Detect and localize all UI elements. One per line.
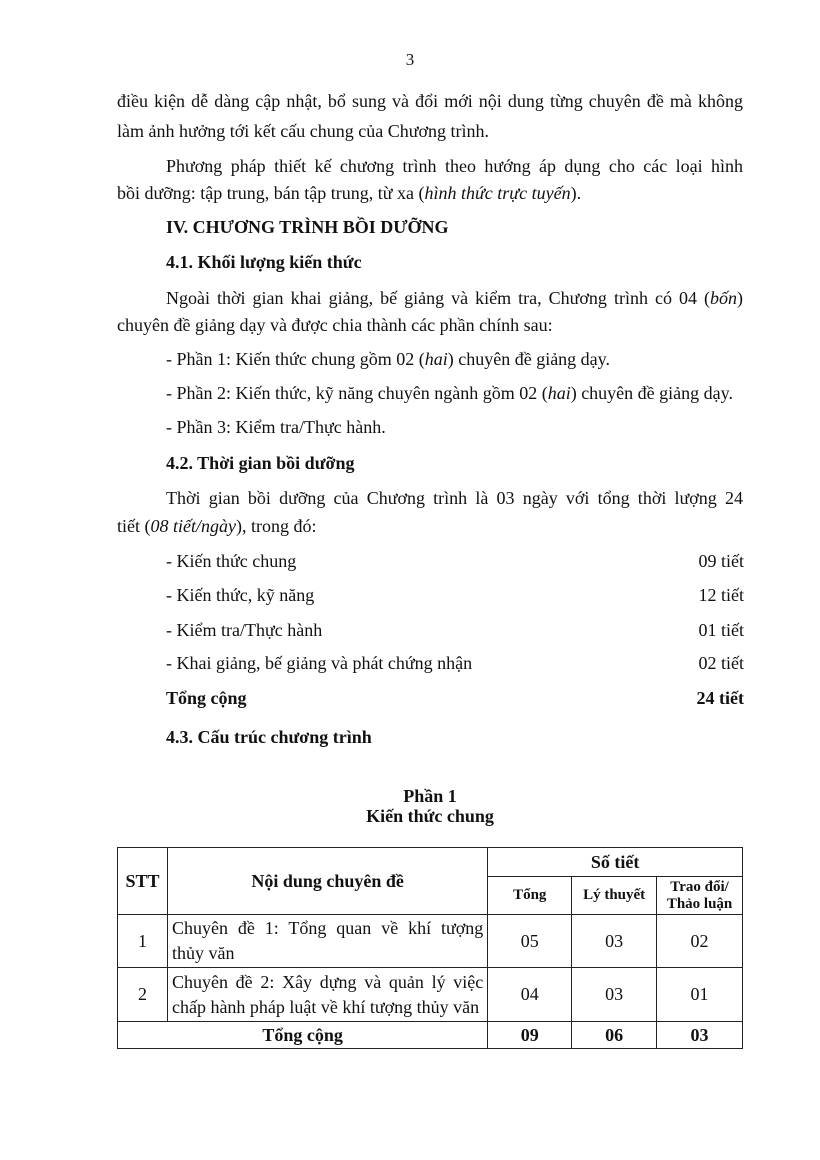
part-title: Phần 1: [403, 786, 457, 806]
header-tong: Tổng: [488, 877, 572, 915]
table-header-row: [118, 848, 743, 877]
table-total-row: [118, 1022, 743, 1049]
table-row: [118, 915, 743, 968]
total-trao-doi: 03: [657, 1022, 743, 1049]
row-stt: 2: [118, 968, 168, 1022]
time-row-value: 02 tiết: [698, 653, 744, 673]
time-row-value: 12 tiết: [698, 585, 744, 605]
section-heading: IV. CHƯƠNG TRÌNH BỒI DƯỠNG: [166, 217, 449, 237]
list-item: - Phần 3: Kiểm tra/Thực hành.: [166, 417, 386, 437]
list-item: - Phần 2: Kiến thức, kỹ năng chuyên ngành gồm 02 (hai) chuyên đề giảng dạy.: [166, 383, 733, 403]
header-stt: STT: [118, 848, 168, 915]
row-ly-thuyet: 03: [572, 915, 657, 968]
header-trao-doi: Trao đổi/ Thảo luận: [657, 877, 743, 915]
paragraph-line: tiết (08 tiết/ngày), trong đó:: [117, 516, 317, 536]
time-row-label: - Kiến thức, kỹ năng: [166, 585, 315, 605]
header-so-tiet: Số tiết: [488, 848, 743, 877]
time-row-value: 01 tiết: [698, 620, 744, 640]
paragraph-line: Thời gian bồi dưỡng của Chương trình là 03 ngày với tổng thời lượng 24: [166, 488, 743, 508]
total-tong: 09: [488, 1022, 572, 1049]
row-tong: 04: [488, 968, 572, 1022]
part-subtitle: Kiến thức chung: [366, 806, 494, 826]
header-ly-thuyet: Lý thuyết: [572, 877, 657, 915]
time-row-label: - Kiểm tra/Thực hành: [166, 620, 323, 640]
row-trao-doi: 01: [657, 968, 743, 1022]
paragraph-line: chuyên đề giảng dạy và được chia thành các phần chính sau:: [117, 315, 553, 335]
row-tong: 05: [488, 915, 572, 968]
subsection-heading: 4.3. Cấu trúc chương trình: [166, 727, 372, 747]
list-item: - Phần 1: Kiến thức chung gồm 02 (hai) chuyên đề giảng dạy.: [166, 349, 611, 369]
subsection-heading: 4.1. Khối lượng kiến thức: [166, 252, 362, 272]
time-total-label: Tổng cộng: [166, 688, 247, 708]
total-ly-thuyet: 06: [572, 1022, 657, 1049]
time-row-label: - Khai giảng, bế giảng và phát chứng nhận: [166, 653, 473, 673]
time-total-value: 24 tiết: [696, 688, 744, 708]
row-ly-thuyet: 03: [572, 968, 657, 1022]
subsection-heading: 4.2. Thời gian bồi dưỡng: [166, 453, 355, 473]
time-row-value: 09 tiết: [698, 551, 744, 571]
curriculum-table: [117, 847, 743, 1049]
row-content: Chuyên đề 2: Xây dựng và quản lý việc chấp hành pháp luật về khí tượng thủy văn: [167, 968, 487, 1022]
paragraph-line: bồi dưỡng: tập trung, bán tập trung, từ xa (hình thức trực tuyến).: [117, 183, 582, 203]
row-trao-doi: 02: [657, 915, 743, 968]
time-row-label: - Kiến thức chung: [166, 551, 297, 571]
paragraph-line: Ngoài thời gian khai giảng, bế giảng và kiểm tra, Chương trình có 04 (bốn): [166, 288, 743, 308]
paragraph-line: làm ảnh hưởng tới kết cấu chung của Chương trình.: [117, 121, 489, 141]
paragraph-line: điều kiện dễ dàng cập nhật, bổ sung và đổi mới nội dung từng chuyên đề mà không: [117, 91, 743, 111]
page-number: 3: [405, 50, 415, 69]
paragraph-line: Phương pháp thiết kế chương trình theo hướng áp dụng cho các loại hình: [166, 156, 743, 176]
table-row: [118, 968, 743, 1022]
header-content: Nội dung chuyên đề: [167, 848, 487, 915]
row-content: Chuyên đề 1: Tổng quan về khí tượng thủy văn: [167, 915, 487, 968]
row-stt: 1: [118, 915, 168, 968]
total-label: Tổng cộng: [118, 1022, 488, 1049]
